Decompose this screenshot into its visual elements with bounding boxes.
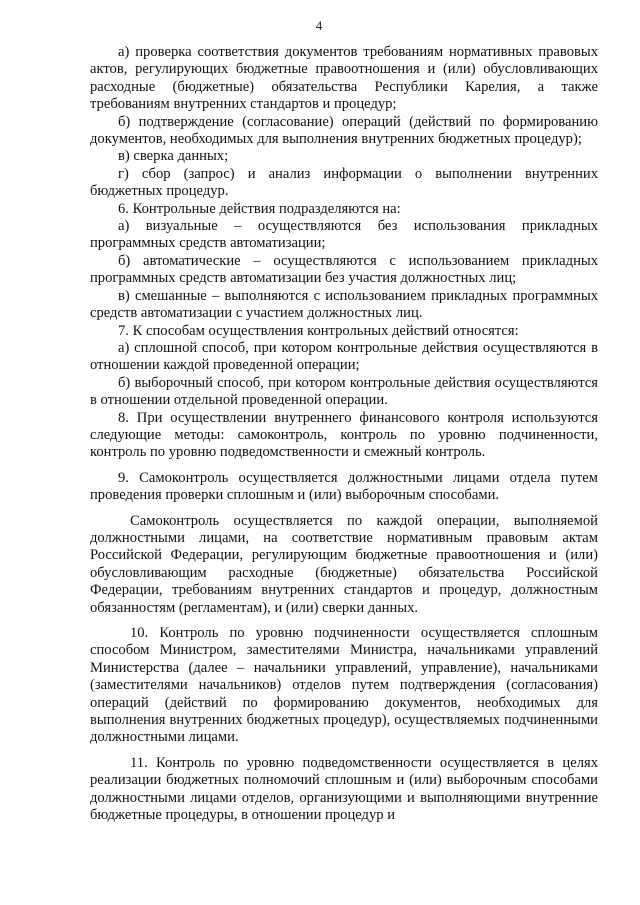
paragraph: 8. При осуществлении внутреннего финансового контроля используются следующие методы: самоконтроль, контроль по уровню подчиненности, контроль по уровню подведомственности и смежный контроль.	[90, 409, 598, 461]
paragraph: 6. Контрольные действия подразделяются на:	[118, 200, 401, 217]
paragraph: 7. К способам осуществления контрольных действий относятся:	[118, 322, 519, 339]
paragraph: а) визуальные – осуществляются без использования прикладных программных средств автоматизации;	[90, 218, 598, 252]
paragraph: 9. Самоконтроль осуществляется должностными лицами отдела путем проведения проверки сплошным и (или) выборочным способами.	[90, 469, 598, 504]
paragraph: Самоконтроль осуществляется по каждой операции, выполняемой должностными лицами, на соответствие нормативным правовым актам Российской Федерации, регулирующим бюджетные правоотношения и (или) обусловливающим расходные (бюджетные) обязательства Российской Федерации, требованиям внутренних стандартов и процедур, должностным обязанностям (регламентам), и (или) сверки данных.	[90, 512, 598, 616]
paragraph: г) сбор (запрос) и анализ информации о выполнении внутренних бюджетных процедур.	[90, 165, 598, 200]
paragraph: 11. Контроль по уровню подведомственности осуществляется в целях реализации бюджетных полномочий сплошным и (или) выборочным способами должностными лицами отделов, организующими и выполняющими внутренние бюджетные процедуры, в отношении процедур и	[90, 754, 598, 824]
paragraph: а) сплошной способ, при котором контрольные действия осуществляются в отношении каждой проведенной операции;	[90, 339, 598, 374]
document-body	[90, 44, 598, 824]
paragraph: а) проверка соответствия документов требованиям нормативных правовых актов, регулирующих бюджетные правоотношения и (или) обусловливающих расходные (бюджетные) обязательства Республики Карелия, а также требованиям внутренних стандартов и процедур;	[90, 44, 598, 113]
paragraph: б) выборочный способ, при котором контрольные действия осуществляются в отношении отдельной проведенной операции.	[90, 374, 598, 409]
paragraph: в) смешанные – выполняются с использованием прикладных программных средств автоматизации с участием должностных лиц.	[90, 287, 598, 322]
page-number: 4	[315, 18, 323, 33]
paragraph: б) автоматические – осуществляются с использованием прикладных программных средств автоматизации без участия должностных лиц;	[90, 252, 598, 287]
paragraph: б) подтверждение (согласование) операций (действий по формированию документов, необходимых для выполнения внутренних бюджетных процедур);	[90, 113, 598, 148]
paragraph: 10. Контроль по уровню подчиненности осуществляется сплошным способом Министром, заместителями Министра, начальниками управлений Министерства (далее – начальники управлений, управление), начальниками (заместителями начальников) отделов путем подтверждения (согласования) операций (действий по формированию документов, необходимых для выполнения внутренних бюджетных процедур), осуществляемых подчиненными должностными лицами.	[90, 625, 598, 746]
paragraph: в) сверка данных;	[118, 148, 229, 165]
